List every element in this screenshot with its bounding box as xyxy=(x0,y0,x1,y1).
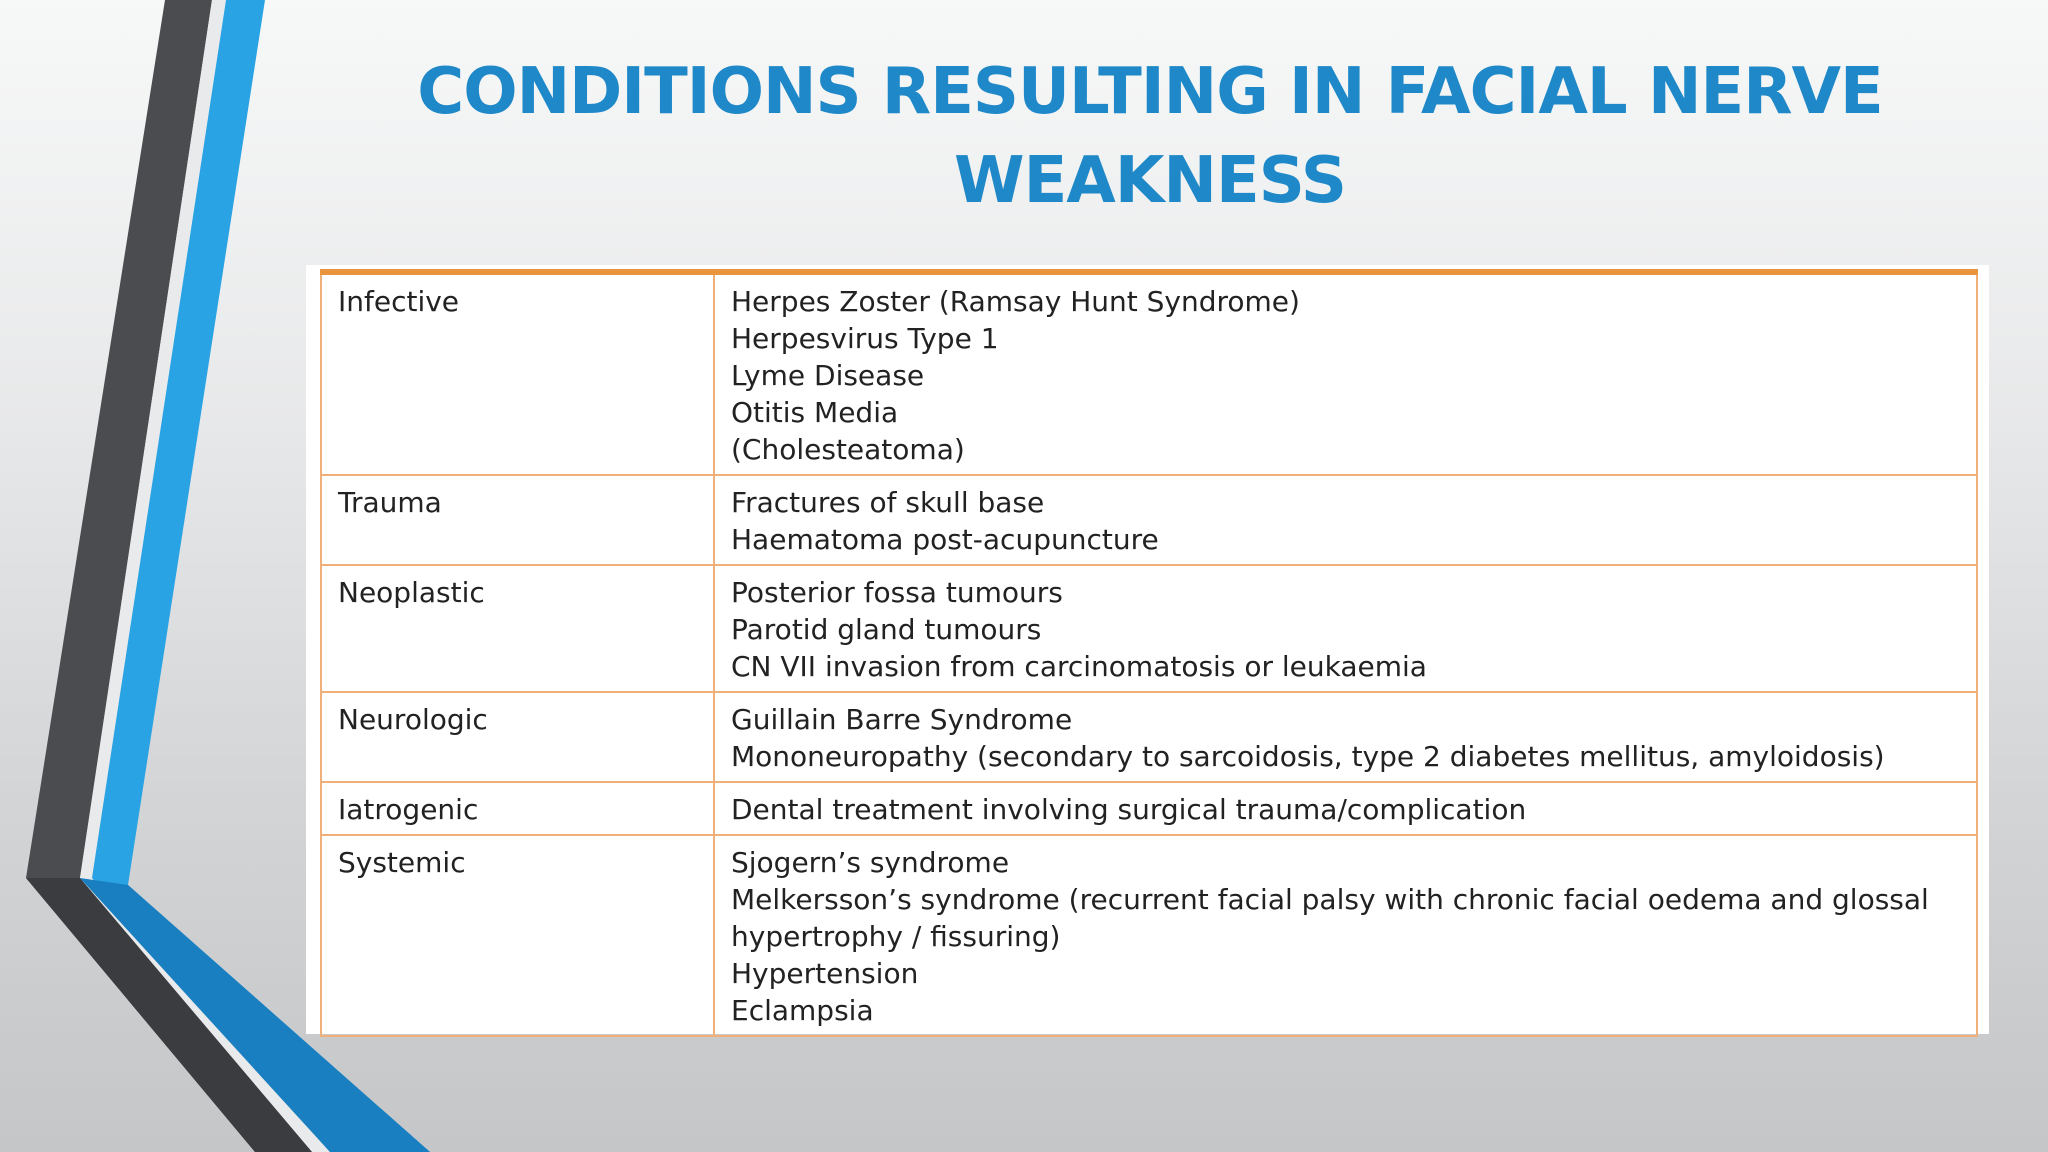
table-row xyxy=(321,782,1977,835)
table-row xyxy=(321,835,1977,1036)
category-cell xyxy=(321,475,714,565)
conditions-cell xyxy=(714,835,1977,1036)
condition-item: CN VII invasion from carcinomatosis or leukaemia xyxy=(731,650,1427,683)
condition-item: Guillain Barre Syndrome xyxy=(731,703,1073,736)
table-row xyxy=(321,272,1977,475)
conditions-cell xyxy=(714,272,1977,475)
condition-item: Eclampsia xyxy=(731,994,874,1027)
condition-item: Hypertension xyxy=(731,957,919,990)
category-cell xyxy=(321,272,714,475)
category-label: Iatrogenic xyxy=(338,793,479,826)
condition-item: Mononeuropathy (secondary to sarcoidosis, type 2 diabetes mellitus, amyloidosis) xyxy=(731,740,1885,773)
condition-item: Sjogern’s syndrome xyxy=(731,846,1010,879)
condition-item: Fractures of skull base xyxy=(731,486,1045,519)
condition-item: Dental treatment involving surgical trauma/complication xyxy=(731,793,1527,826)
table-row xyxy=(321,475,1977,565)
condition-item: Parotid gland tumours xyxy=(731,613,1042,646)
slide-title: CONDITIONS RESULTING IN FACIAL NERVE WEAKNESS xyxy=(417,55,1883,218)
category-label: Neurologic xyxy=(338,703,488,736)
category-cell xyxy=(321,565,714,692)
conditions-cell xyxy=(714,692,1977,782)
conditions-table-panel xyxy=(306,265,1989,1034)
conditions-cell xyxy=(714,565,1977,692)
condition-item: Herpesvirus Type 1 xyxy=(731,322,999,355)
conditions-cell xyxy=(714,475,1977,565)
category-label: Systemic xyxy=(338,846,466,879)
category-cell xyxy=(321,782,714,835)
condition-item: Otitis Media xyxy=(731,396,899,429)
condition-item: Haematoma post-acupuncture xyxy=(731,523,1159,556)
conditions-cell xyxy=(714,782,1977,835)
category-label: Infective xyxy=(338,285,460,318)
category-label: Trauma xyxy=(338,486,442,519)
condition-item: Lyme Disease xyxy=(731,359,925,392)
condition-item: Herpes Zoster (Ramsay Hunt Syndrome) xyxy=(731,285,1300,318)
condition-item: (Cholesteatoma) xyxy=(731,433,965,466)
category-label: Neoplastic xyxy=(338,576,485,609)
category-cell xyxy=(321,835,714,1036)
table-row xyxy=(321,565,1977,692)
table-row xyxy=(321,692,1977,782)
conditions-table xyxy=(320,269,1978,1037)
condition-item: Posterior fossa tumours xyxy=(731,576,1063,609)
category-cell xyxy=(321,692,714,782)
condition-item: Melkersson’s syndrome (recurrent facial palsy with chronic facial oedema and glossal hypertrophy / fissuring) xyxy=(731,883,1929,953)
